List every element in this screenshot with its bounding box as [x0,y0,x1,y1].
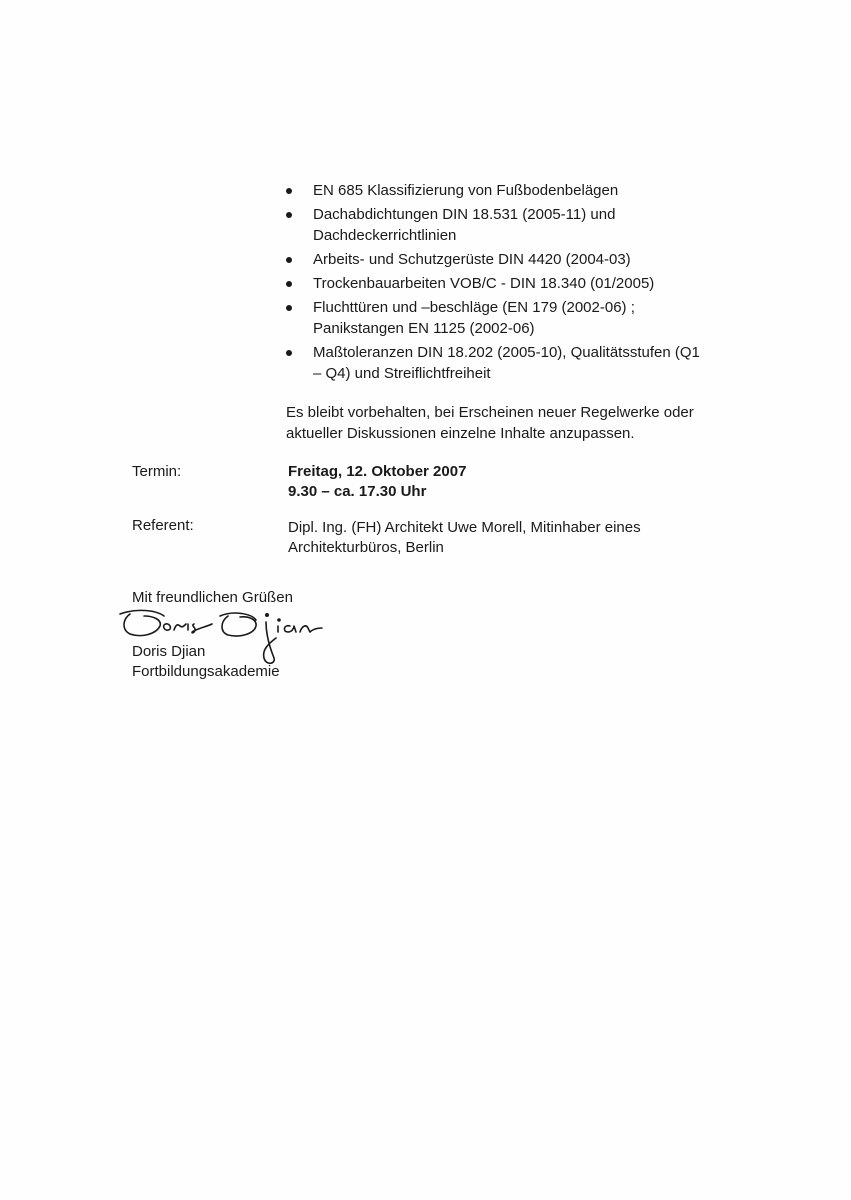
referent-line-2: Architekturbüros, Berlin [288,539,444,556]
list-item [286,249,706,270]
list-item-text: Fluchttüren und –beschläge (EN 179 (2002-06) ; Panikstangen EN 1125 (2002-06) [313,299,635,337]
list-item [286,273,706,294]
list-item-text: Maßtoleranzen DIN 18.202 (2005-10), Qualitätsstufen (Q1 – Q4) und Streiflichtfreiheit [313,344,700,382]
list-item [286,180,706,201]
termin-time: 9.30 – ca. 17.30 Uhr [288,483,427,500]
list-item-text: Trockenbauarbeiten VOB/C - DIN 18.340 (01/2005) [313,275,655,292]
sender-department: Fortbildungsakademie [132,663,280,680]
bullet-icon [286,188,292,194]
list-item-text: Arbeits- und Schutzgerüste DIN 4420 (2004-03) [313,251,631,268]
bullet-icon [286,305,292,311]
closing-greeting: Mit freundlichen Grüßen [132,589,293,606]
termin-date: Freitag, 12. Oktober 2007 [288,463,467,480]
bullet-icon [286,350,292,356]
bullet-icon [286,212,292,218]
reserve-note: Es bleibt vorbehalten, bei Erscheinen neuer Regelwerke oder aktueller Diskussionen einzelne Inhalte anzupassen. [286,404,694,442]
list-item-text: Dachabdichtungen DIN 18.531 (2005-11) und Dachdeckerrichtlinien [313,206,616,244]
referent-line-1: Dipl. Ing. (FH) Architekt Uwe Morell, Mitinhaber eines [288,519,641,536]
referent-label: Referent: [132,517,194,534]
termin-label: Termin: [132,463,182,480]
topic-list [286,180,706,387]
bullet-icon [286,281,292,287]
sender-block [132,642,280,682]
bullet-icon [286,257,292,263]
sender-name: Doris Djian [132,643,206,660]
list-item [286,204,706,246]
list-item [286,342,706,384]
list-item [286,297,706,339]
list-item-text: EN 685 Klassifizierung von Fußbodenbelägen [313,182,619,199]
